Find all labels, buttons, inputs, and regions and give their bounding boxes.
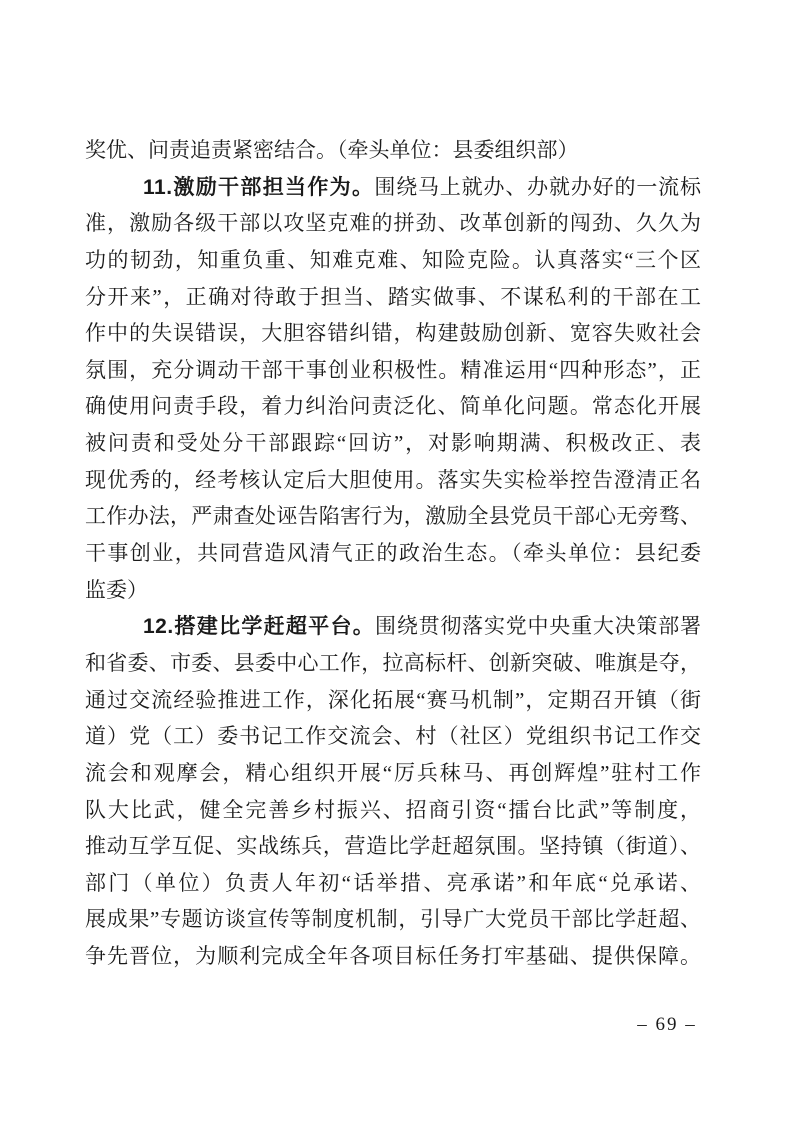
body-text-block (85, 132, 701, 975)
body-line: 部门（单位）负责人年初“话举措、亮承诺”和年底“兑承诺、 (85, 870, 701, 895)
body-line: 推动互学互促、实战练兵，营造比学赶超氛围。坚持镇（街道）、 (85, 834, 701, 859)
body-line: 确使用问责手段，着力纠治问责泛化、简单化问题。常态化开展 (85, 394, 701, 419)
paragraph-11-lead-text: 围绕马上就办、办就办好的一流标 (374, 174, 701, 199)
paragraph-12-heading: 12.搭建比学赶超平台。 (143, 615, 376, 639)
paragraph-12-first-line (85, 608, 701, 645)
body-line: 氛围，充分调动干部干事创业积极性。精准运用“四种形态”，正 (85, 357, 701, 382)
body-line: 展成果”专题访谈宣传等制度机制，引导广大党员干部比学赶超、 (85, 907, 701, 932)
body-line: 现优秀的，经考核认定后大胆使用。落实失实检举控告澄清正名 (85, 467, 701, 492)
paragraph-12-last-line: 争先晋位，为顺利完成全年各项目标任务打牢基础、提供保障。 (85, 944, 701, 969)
body-line: 分开来”，正确对待敢于担当、踏实做事、不谋私利的干部在工 (85, 284, 701, 309)
paragraph-11-heading: 11.激励干部担当作为。 (143, 175, 375, 199)
body-line: 作中的失误错误，大胆容错纠错，构建鼓励创新、宽容失败社会 (85, 321, 701, 346)
body-line: 工作办法，严肃查处诬告陷害行为，激励全县党员干部心无旁骛、 (85, 504, 701, 529)
body-line: 和省委、市委、县委中心工作，拉高标杆、创新突破、唯旗是夺， (85, 650, 701, 675)
body-line: 队大比武，健全完善乡村振兴、招商引资“擂台比武”等制度， (85, 797, 701, 822)
paragraph-12-lead-text: 围绕贯彻落实党中央重大决策部署 (375, 614, 701, 639)
body-line: 干事创业，共同营造风清气正的政治生态。（牵头单位：县纪委 (85, 541, 701, 566)
body-line: 功的韧劲，知重负重、知难克难、知险克险。认真落实“三个区 (85, 247, 701, 272)
page-number: – 69 – (637, 1014, 697, 1035)
body-line: 流会和观摩会，精心组织开展“厉兵秣马、再创辉煌”驻村工作 (85, 760, 701, 785)
paragraph-11-first-line (85, 169, 701, 206)
body-line: 通过交流经验推进工作，深化拓展“赛马机制”，定期召开镇（街 (85, 687, 701, 712)
body-line: 道）党（工）委书记工作交流会、村（社区）党组织书记工作交 (85, 724, 701, 749)
paragraph-11-last-line: 监委） (85, 577, 148, 602)
body-line: 准，激励各级干部以攻坚克难的拼劲、改革创新的闯劲、久久为 (85, 211, 701, 236)
body-line-continuation: 奖优、问责追责紧密结合。（牵头单位：县委组织部） (85, 138, 579, 162)
body-line: 被问责和受处分干部跟踪“回访”，对影响期满、积极改正、表 (85, 431, 701, 456)
